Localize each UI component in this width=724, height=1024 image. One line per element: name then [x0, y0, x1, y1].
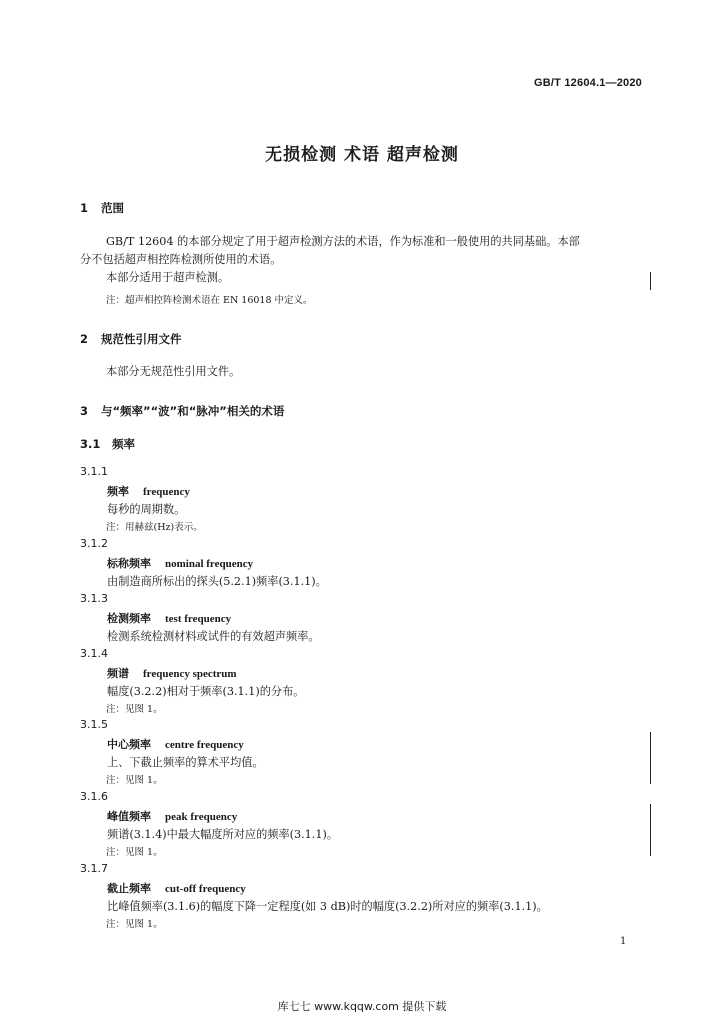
- revision-bar: [650, 272, 651, 290]
- normative-references-paragraph: 本部分无规范性引用文件。: [106, 365, 241, 378]
- term-english: cut-off frequency: [165, 883, 246, 895]
- term-chinese: 中心频率: [107, 738, 151, 751]
- term-number: 3.1.5: [80, 718, 108, 731]
- term-heading: [107, 610, 231, 626]
- scope-note: 注：超声相控阵检测术语在 EN 16018 中定义。: [106, 295, 313, 306]
- term-heading: [107, 483, 190, 499]
- term-number: 3.1.4: [80, 647, 108, 660]
- scope-paragraph-line-2: 分不包括超声相控阵检测所使用的术语。: [80, 253, 282, 266]
- section-3-heading: [80, 403, 284, 419]
- section-number: 1: [80, 201, 89, 215]
- term-note: 注：用赫兹(Hz)表示。: [106, 522, 203, 533]
- term-number: 3.1.6: [80, 790, 108, 803]
- term-english: frequency: [143, 486, 190, 498]
- term-note: 注：见图 1。: [106, 847, 163, 858]
- section-number: 2: [80, 332, 89, 346]
- term-english: nominal frequency: [165, 558, 254, 570]
- page-number: 1: [620, 936, 627, 947]
- term-chinese: 截止频率: [107, 882, 151, 895]
- term-number: 3.1.7: [80, 862, 108, 875]
- term-heading: [107, 665, 237, 681]
- term-english: test frequency: [165, 613, 232, 625]
- term-heading: [107, 880, 246, 896]
- term-heading: [107, 808, 237, 824]
- scope-paragraph-line-1: GB/T 12604 的本部分规定了用于超声检测方法的术语，作为标准和一般使用的共同基础。本部: [106, 235, 580, 248]
- section-title: 规范性引用文件: [101, 332, 182, 346]
- section-number: 3: [80, 404, 89, 418]
- term-definition: 比峰值频率(3.1.6)的幅度下降一定程度(如 3 dB)时的幅度(3.2.2)所对应的频率(3.1.1)。: [107, 900, 548, 913]
- document-title: 无损检测 术语 超声检测: [265, 145, 459, 165]
- term-note: 注：见图 1。: [106, 775, 163, 786]
- term-chinese: 频率: [107, 485, 129, 498]
- subsection-3-1-heading: [80, 436, 135, 452]
- revision-bar: [650, 804, 651, 856]
- term-english: peak frequency: [165, 811, 238, 823]
- term-definition: 频谱(3.1.4)中最大幅度所对应的频率(3.1.1)。: [107, 828, 339, 841]
- section-1-heading: [80, 200, 124, 216]
- term-note: 注：见图 1。: [106, 704, 163, 715]
- term-definition: 检测系统检测材料或试件的有效超声频率。: [107, 630, 320, 643]
- term-number: 3.1.1: [80, 465, 108, 478]
- revision-bar: [650, 732, 651, 784]
- term-chinese: 峰值频率: [107, 810, 151, 823]
- standard-code: GB/T 12604.1—2020: [534, 77, 642, 89]
- term-number: 3.1.2: [80, 537, 108, 550]
- term-chinese: 频谱: [107, 667, 129, 680]
- term-chinese: 检测频率: [107, 612, 151, 625]
- term-chinese: 标称频率: [107, 557, 151, 570]
- term-definition: 每秒的周期数。: [107, 503, 186, 516]
- term-note: 注：见图 1。: [106, 919, 163, 930]
- subsection-number: 3.1: [80, 437, 101, 451]
- term-number: 3.1.3: [80, 592, 108, 605]
- term-heading: [107, 555, 253, 571]
- term-definition: 由制造商所标出的探头(5.2.1)频率(3.1.1)。: [107, 575, 327, 588]
- term-definition: 上、下截止频率的算术平均值。: [107, 756, 264, 769]
- term-english: centre frequency: [165, 739, 244, 751]
- download-footer: 库七七 www.kqqw.com 提供下载: [277, 1000, 447, 1013]
- section-2-heading: [80, 331, 182, 347]
- section-title: 与“频率”“波”和“脉冲”相关的术语: [101, 404, 285, 418]
- subsection-title: 频率: [112, 437, 135, 451]
- term-heading: [107, 736, 244, 752]
- term-definition: 幅度(3.2.2)相对于频率(3.1.1)的分布。: [107, 685, 305, 698]
- scope-paragraph-2: 本部分适用于超声检测。: [106, 271, 230, 284]
- term-english: frequency spectrum: [143, 668, 237, 680]
- section-title: 范围: [101, 201, 124, 215]
